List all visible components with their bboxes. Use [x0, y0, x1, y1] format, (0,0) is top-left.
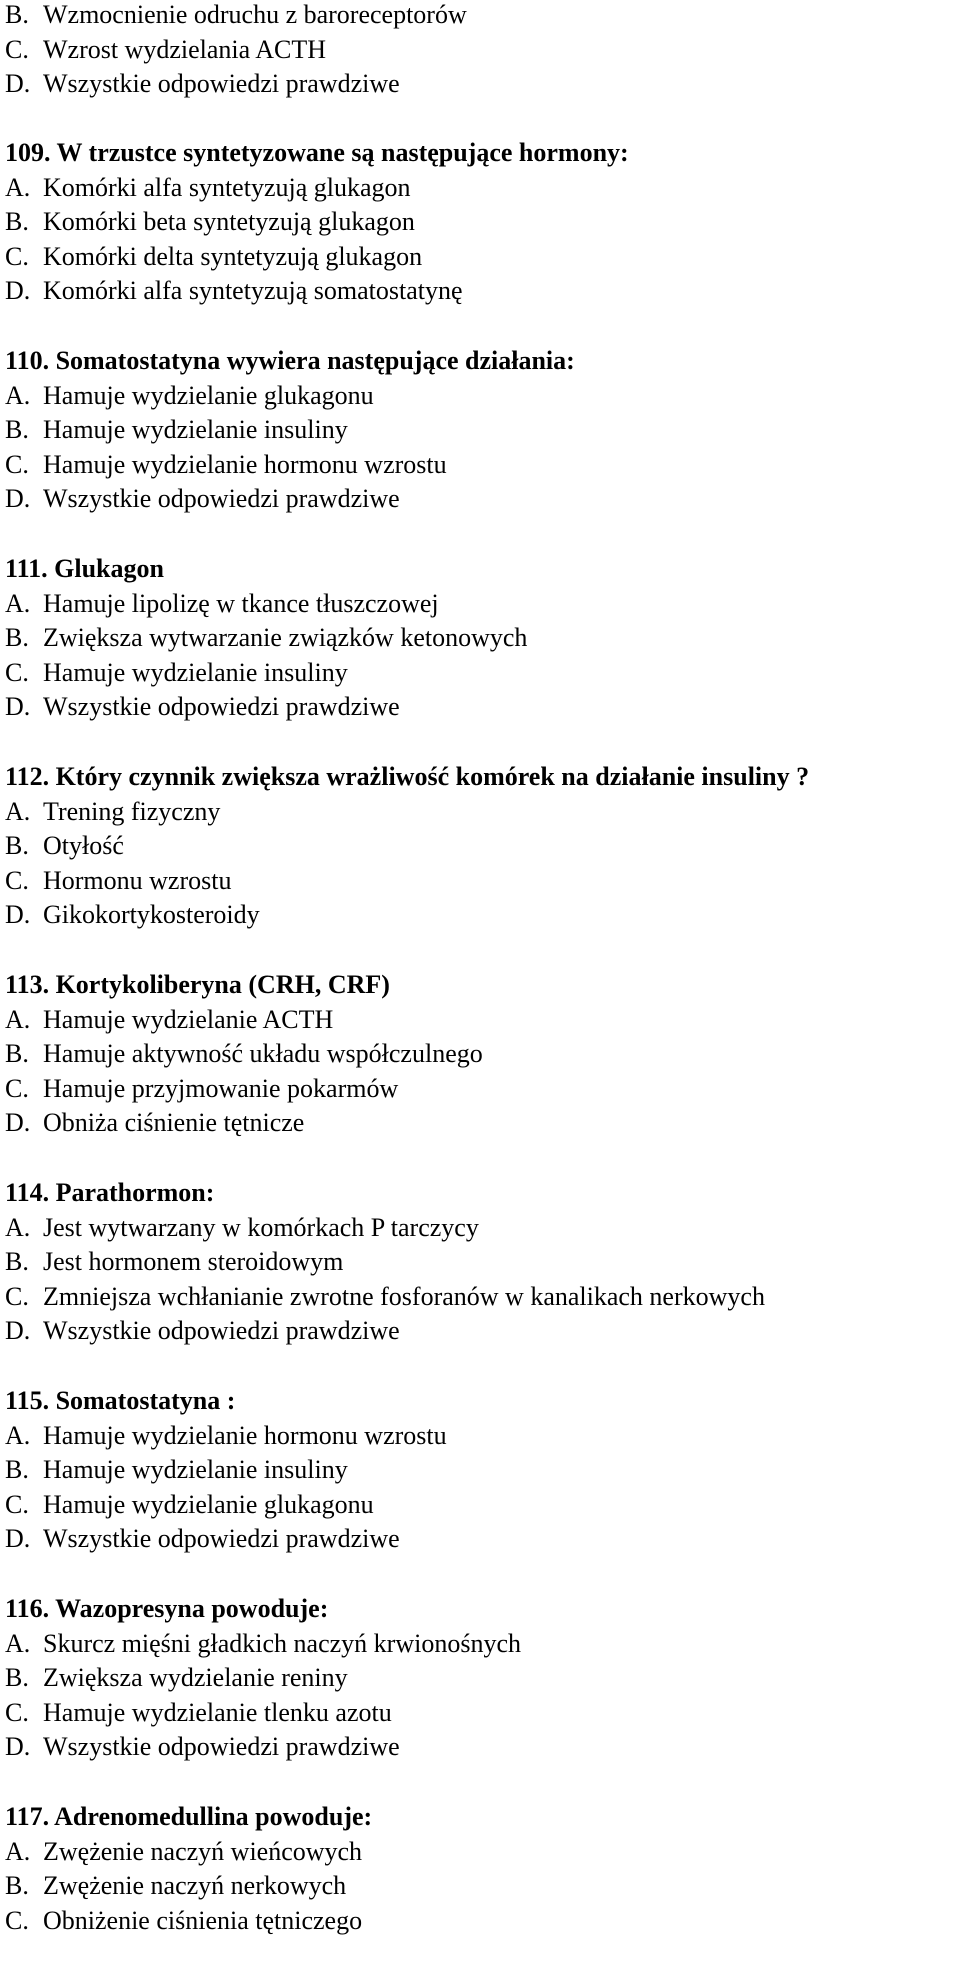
option-text: Zwiększa wytwarzanie związków ketonowych: [43, 623, 528, 653]
option-text: Hamuje wydzielanie insuliny: [43, 415, 348, 445]
question-0-option-2: [5, 242, 422, 272]
question-2-option-0: [5, 589, 439, 619]
option-letter: D.: [5, 692, 31, 722]
question-0-option-3: [5, 276, 463, 306]
option-letter: D.: [5, 900, 31, 930]
option-letter: A.: [5, 588, 31, 618]
question-title: 114. Parathormon:: [5, 1178, 215, 1207]
option-letter: C.: [5, 1073, 29, 1103]
question-7-option-2: [5, 1698, 392, 1728]
option-letter: D.: [5, 1108, 31, 1138]
option-text: Wszystkie odpowiedzi prawdziwe: [43, 1732, 400, 1762]
option-letter: C.: [5, 1905, 29, 1935]
option-text: Hormonu wzrostu: [43, 865, 232, 895]
option-text: Wzmocnienie odruchu z baroreceptorów: [43, 0, 467, 29]
option-text: Hamuje przyjmowanie pokarmów: [43, 1073, 399, 1103]
option-text: Zwężenie naczyń wieńcowych: [43, 1836, 363, 1866]
option-text: Hamuje wydzielanie ACTH: [43, 1004, 334, 1034]
question-7-option-3: [5, 1732, 400, 1762]
question-1-option-1: [5, 415, 348, 445]
option-text: Wszystkie odpowiedzi prawdziwe: [43, 1524, 400, 1554]
question-title: 112. Który czynnik zwiększa wrażliwość komórek na działanie insuliny ?: [5, 762, 810, 791]
option-letter: C.: [5, 657, 29, 687]
question-8-option-1: [5, 1871, 346, 1901]
option-text: Hamuje wydzielanie insuliny: [43, 657, 348, 687]
option-text: Komórki delta syntetyzują glukagon: [43, 241, 423, 271]
option-letter: B.: [5, 1455, 29, 1485]
option-letter: B.: [5, 1663, 29, 1693]
question-title: 111. Glukagon: [5, 554, 164, 583]
option-letter: B.: [5, 415, 29, 445]
question-4-option-3: [5, 1108, 304, 1138]
option-letter: C.: [5, 1697, 29, 1727]
question-7-option-1: [5, 1663, 348, 1693]
option-text: Wszystkie odpowiedzi prawdziwe: [43, 692, 400, 722]
option-text: Hamuje wydzielanie tlenku azotu: [43, 1697, 392, 1727]
question-title: 117. Adrenomedullina powoduje:: [5, 1802, 373, 1831]
question-6-option-2: [5, 1490, 374, 1520]
option-letter: B.: [5, 207, 29, 237]
option-letter: C.: [5, 241, 29, 271]
question-1-option-3: [5, 484, 400, 514]
question-7-option-0: [5, 1629, 521, 1659]
question-5-option-1: [5, 1247, 343, 1277]
option-letter: A.: [5, 380, 31, 410]
question-8-option-2: [5, 1906, 362, 1936]
question-5-option-3: [5, 1316, 400, 1346]
question-5-option-2: [5, 1282, 765, 1312]
option-letter: A.: [5, 1628, 31, 1658]
option-text: Hamuje wydzielanie glukagonu: [43, 1489, 374, 1519]
option-letter: C.: [5, 449, 29, 479]
option-letter: A.: [5, 172, 31, 202]
question-3-option-0: [5, 797, 220, 827]
option-text: Komórki alfa syntetyzują glukagon: [43, 172, 411, 202]
question-4-option-0: [5, 1005, 333, 1035]
option-letter: A.: [5, 796, 31, 826]
question-1-option-0: [5, 381, 374, 411]
question-5-option-0: [5, 1213, 479, 1243]
option-letter: C.: [5, 34, 29, 64]
question-8-option-0: [5, 1837, 362, 1867]
option-text: Obniżenie ciśnienia tętniczego: [43, 1905, 363, 1935]
question-title: 110. Somatostatyna wywiera następujące działania:: [5, 346, 575, 375]
option-letter: A.: [5, 1004, 31, 1034]
question-title: 116. Wazopresyna powoduje:: [5, 1594, 329, 1623]
option-letter: D.: [5, 69, 31, 99]
question-title: 113. Kortykoliberyna (CRH, CRF): [5, 970, 390, 999]
question-3-option-2: [5, 866, 231, 896]
option-text: Komórki beta syntetyzują glukagon: [43, 207, 415, 237]
option-letter: B.: [5, 1871, 29, 1901]
question-1-option-2: [5, 450, 447, 480]
option-text: Gikokortykosteroidy: [43, 900, 260, 930]
option-letter: A.: [5, 1836, 31, 1866]
option-text: Wszystkie odpowiedzi prawdziwe: [43, 69, 400, 99]
top-option-0: [5, 0, 467, 30]
option-text: Hamuje lipolizę w tkance tłuszczowej: [43, 588, 439, 618]
option-letter: D.: [5, 276, 31, 306]
question-title: 109. W trzustce syntetyzowane są następujące hormony:: [5, 138, 629, 167]
option-letter: D.: [5, 1732, 31, 1762]
option-text: Skurcz mięśni gładkich naczyń krwionośnych: [43, 1628, 521, 1658]
option-text: Hamuje wydzielanie glukagonu: [43, 380, 374, 410]
option-text: Otyłość: [43, 831, 124, 861]
option-letter: D.: [5, 1524, 31, 1554]
option-text: Komórki alfa syntetyzują somatostatynę: [43, 276, 463, 306]
option-letter: B.: [5, 1039, 29, 1069]
question-3-option-1: [5, 831, 124, 861]
question-4-option-2: [5, 1074, 398, 1104]
option-text: Hamuje wydzielanie hormonu wzrostu: [43, 1420, 447, 1450]
option-text: Jest hormonem steroidowym: [43, 1247, 344, 1277]
option-letter: B.: [5, 623, 29, 653]
option-letter: D.: [5, 484, 31, 514]
option-letter: C.: [5, 1489, 29, 1519]
option-text: Obniża ciśnienie tętnicze: [43, 1108, 305, 1138]
option-text: Wszystkie odpowiedzi prawdziwe: [43, 1316, 400, 1346]
option-letter: A.: [5, 1212, 31, 1242]
option-text: Hamuje aktywność układu współczulnego: [43, 1039, 483, 1069]
question-2-option-3: [5, 692, 400, 722]
option-text: Zwiększa wydzielanie reniny: [43, 1663, 348, 1693]
option-letter: C.: [5, 1281, 29, 1311]
option-letter: B.: [5, 0, 29, 29]
question-6-option-1: [5, 1455, 348, 1485]
option-text: Trening fizyczny: [43, 796, 221, 826]
option-letter: C.: [5, 865, 29, 895]
question-0-option-0: [5, 173, 411, 203]
top-option-1: [5, 35, 326, 65]
question-6-option-3: [5, 1524, 400, 1554]
question-4-option-1: [5, 1039, 483, 1069]
top-option-2: [5, 69, 400, 99]
option-text: Zmniejsza wchłanianie zwrotne fosforanów w kanalikach nerkowych: [43, 1281, 765, 1311]
option-text: Zwężenie naczyń nerkowych: [43, 1871, 347, 1901]
question-3-option-3: [5, 900, 260, 930]
question-6-option-0: [5, 1421, 447, 1451]
option-letter: A.: [5, 1420, 31, 1450]
option-text: Jest wytwarzany w komórkach P tarczycy: [43, 1212, 479, 1242]
option-text: Wzrost wydzielania ACTH: [43, 34, 327, 64]
option-letter: B.: [5, 831, 29, 861]
question-2-option-1: [5, 623, 527, 653]
question-0-option-1: [5, 207, 415, 237]
option-text: Hamuje wydzielanie insuliny: [43, 1455, 348, 1485]
question-2-option-2: [5, 658, 348, 688]
option-text: Wszystkie odpowiedzi prawdziwe: [43, 484, 400, 514]
option-letter: B.: [5, 1247, 29, 1277]
question-title: 115. Somatostatyna :: [5, 1386, 236, 1415]
option-letter: D.: [5, 1316, 31, 1346]
option-text: Hamuje wydzielanie hormonu wzrostu: [43, 449, 447, 479]
